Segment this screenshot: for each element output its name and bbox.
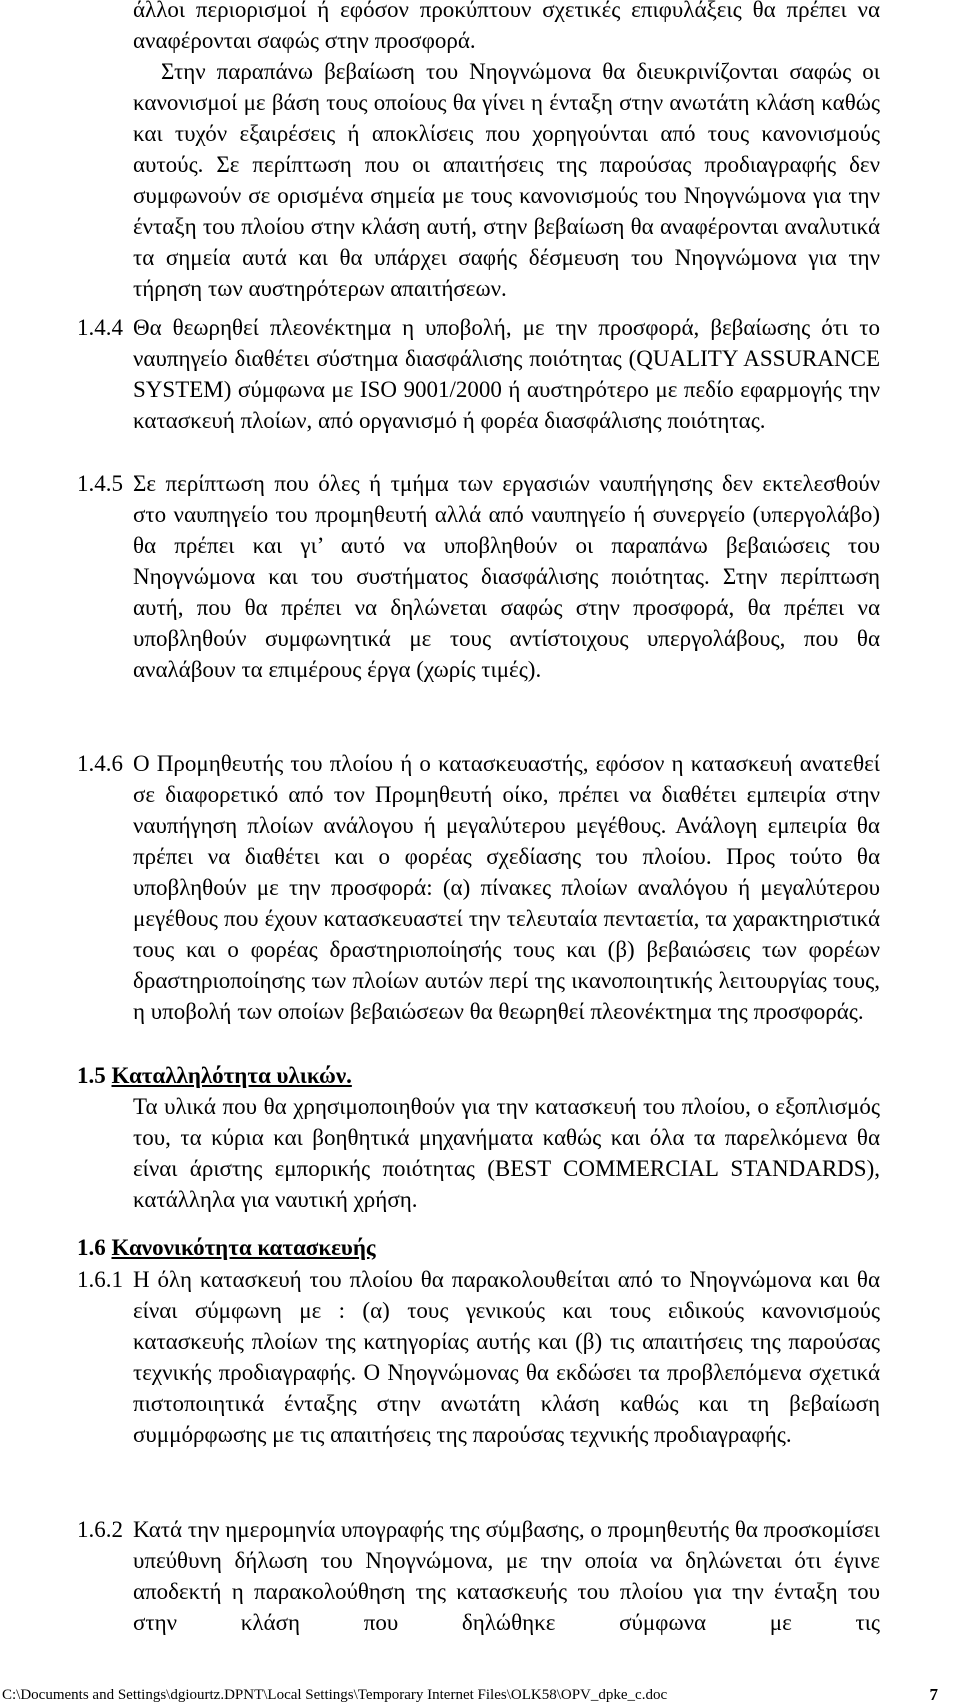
item-text-1-4-4: Θα θεωρηθεί πλεονέκτημα η υποβολή, με την προσφορά, βεβαίωσης ότι το ναυπηγείο διαθέτει σύστημα διασφάλισης ποιότητας (QUALITY ASSURANCE SYSTEM) σύμφωνα με ISO 9001/2000 ή αυστηρότερο με πεδίο εφαρμογής την κατασκευή πλοίων, από οργανισμό ή φορέα διασφάλισης ποιότητας.: [133, 315, 880, 433]
section-heading-1-5: [77, 1060, 352, 1091]
section-number-1-5: 1.5: [77, 1063, 106, 1088]
item-number-1-4-6: 1.4.6: [77, 751, 123, 776]
section-text-1-5: Τα υλικά που θα χρησιμοποιηθούν για την κατασκευή του πλοίου, ο εξοπλισμός του, τα κύρια και βοηθητικά μηχανήματα καθώς και όλα τα παρελκόμενα θα είναι άριστης εμπορικής ποιότητας (BEST COMMERCIAL STANDARDS), κατάλληλα για ναυτική χρήση.: [133, 1094, 880, 1212]
item-number-1-4-4: 1.4.4: [77, 315, 123, 340]
section-heading-1-6: [77, 1232, 376, 1263]
item-text-1-4-6: Ο Προμηθευτής του πλοίου ή ο κατασκευαστής, εφόσον η κατασκευή ανατεθεί σε διαφορετικό από τον Προμηθευτή οίκο, πρέπει να διαθέτει εμπειρία στην ναυπήγηση πλοίων ανάλογου ή μεγαλύτερου μεγέθους. Ανάλογη εμπειρία θα πρέπει να διαθέτει και ο φορέας σχεδίασης του πλοίου. Προς τούτο θα υποβληθούν με την προσφορά: (α) πίνακες πλοίων αναλόγου ή μεγαλύτερου μεγέθους που έχουν κατασκευαστεί την τελευταία πενταετία, τα χαρακτηριστικά τους και ο φορέας δραστηριοποίησής τους και (β) βεβαιώσεις των φορέων δραστηριοποίησης των πλοίων αυτών περί της ικανοποιητικής λειτουργίας τους, η υποβολή των οποίων βεβαιώσεων θα θεωρηθεί πλεονέκτημα της προσφοράς.: [133, 751, 880, 1024]
item-number-1-4-5: 1.4.5: [77, 471, 123, 496]
page-number: 7: [929, 1685, 938, 1704]
item-text-1-4-5: Σε περίπτωση που όλες ή τμήμα των εργασιών ναυπήγησης δεν εκτελεσθούν στο ναυπηγείο του προμηθευτή αλλά από ναυπηγείο ή συνεργείο (υπεργολάβο) θα πρέπει και γι’ αυτό να υποβληθούν οι παραπάνω βεβαιώσεις του Νηογνώμονα και του συστήματος διασφάλισης ποιότητας. Στην περίπτωση αυτή, που θα πρέπει να δηλώνεται σαφώς στην προσφορά, θα πρέπει να υποβληθούν συμφωνητικά με τους αντίστοιχους υπεργολάβους, που θα αναλάβουν τα επιμέρους έργα (χωρίς τιμές).: [133, 471, 880, 682]
item-number-1-6-2: 1.6.2: [77, 1517, 123, 1542]
item-text-1-6-1: Η όλη κατασκευή του πλοίου θα παρακολουθείται από το Νηογνώμονα και θα είναι σύμφωνη με : (α) τους γενικούς και τους ειδικούς κανονισμούς κατασκευής πλοίων της κατηγορίας αυτής και (β) τις απαιτήσεις της παρούσας τεχνικής προδιαγραφής. Ο Νηογνώμονας θα εκδώσει τα προβλεπόμενα σχετικά πιστοποιητικά ένταξης στην ανωτάτη κλάση καθώς και τη βεβαίωση συμμόρφωσης με τις απαιτήσεις της παρούσας τεχνικής προδιαγραφής.: [133, 1267, 880, 1447]
item-number-1-6-1: 1.6.1: [77, 1267, 123, 1292]
footer-file-path: C:\Documents and Settings\dgiourtz.DPNT\Local Settings\Temporary Internet Files\OLK58\OPV_dpke_c.doc: [2, 1687, 668, 1703]
continuation-paragraph-a: άλλοι περιορισμοί ή εφόσον προκύπτουν σχετικές επιφυλάξεις θα πρέπει να αναφέρονται σαφώς στην προσφορά.: [133, 0, 880, 53]
section-title-1-6: Κανονικότητα κατασκευής: [111, 1235, 376, 1260]
section-number-1-6: 1.6: [77, 1235, 106, 1260]
section-title-1-5: Καταλληλότητα υλικών.: [111, 1063, 352, 1088]
item-text-1-6-2: Κατά την ημερομηνία υπογραφής της σύμβασης, ο προμηθευτής θα προσκομίσει υπεύθυνη δήλωση του Νηογνώμονα, με την οποία να δηλώνεται ότι έγινε αποδεκτή η παρακολούθηση της κατασκευής του πλοίου για την ένταξη του στην κλάση που δηλώθηκε σύμφωνα με τις: [133, 1517, 880, 1635]
continuation-paragraph-b: Στην παραπάνω βεβαίωση του Νηογνώμονα θα διευκρινίζονται σαφώς οι κανονισμοί με βάση τους οποίους θα γίνει η ένταξη στην ανωτάτη κλάση καθώς και τυχόν εξαιρέσεις ή αποκλίσεις που χορηγούνται από τους κανονισμούς αυτούς. Σε περίπτωση που οι απαιτήσεις της παρούσας προδιαγραφής δεν συμφωνούν σε ορισμένα σημεία με τους κανονισμούς του Νηογνώμονα για την ένταξη του πλοίου στην κλάση αυτή, στην βεβαίωση θα αναφέρονται αναλυτικά τα σημεία αυτά και θα υπάρχει σαφής δέσμευση του Νηογνώμονα για την τήρηση των αυστηρότερων απαιτήσεων.: [133, 59, 880, 301]
